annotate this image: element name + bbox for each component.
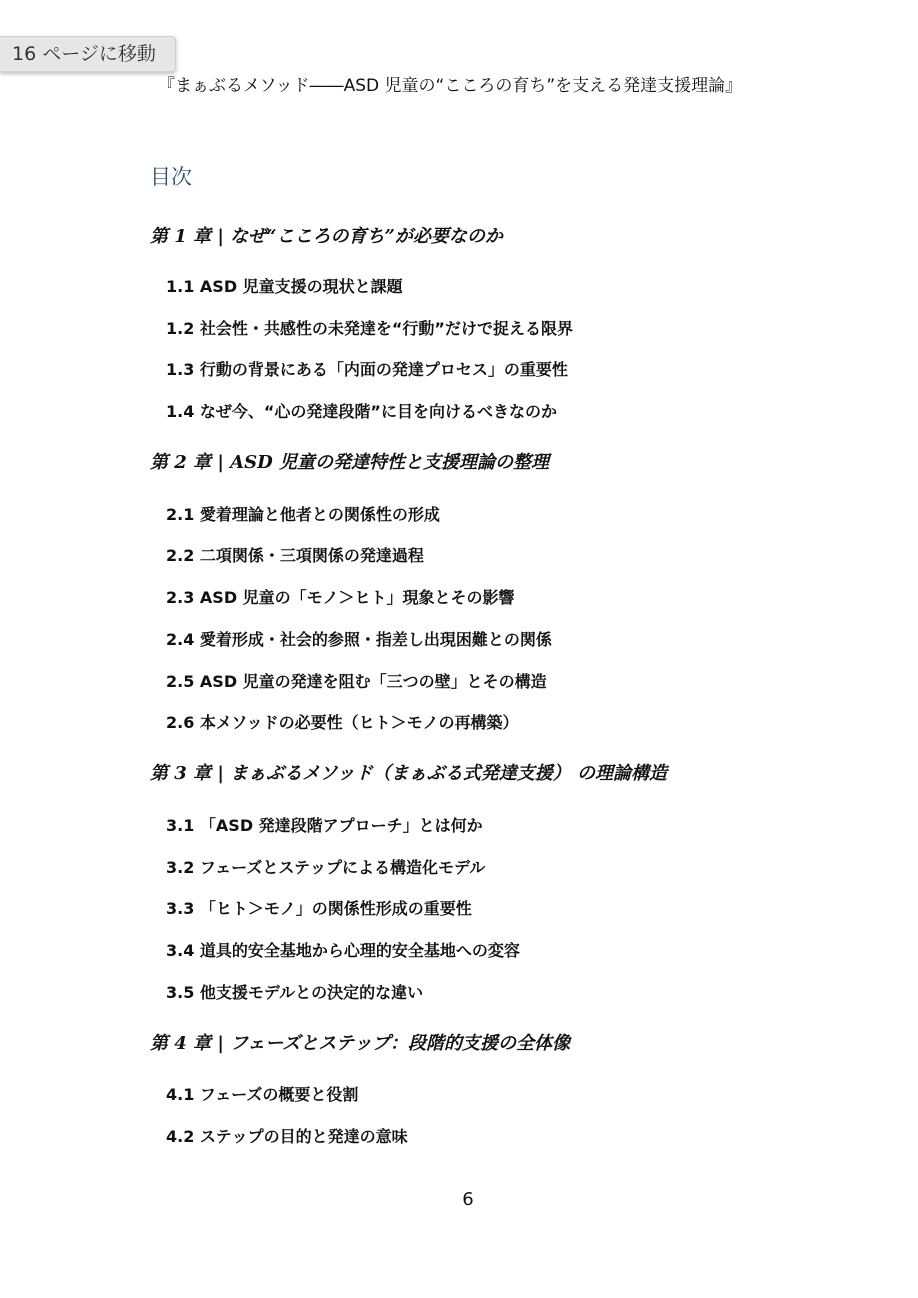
toc-heading: 目次 bbox=[150, 165, 192, 189]
toc-section-3-1[interactable]: 3.1 「ASD 発達段階アプローチ」とは何か bbox=[166, 816, 483, 835]
toc-section-3-4[interactable]: 3.4 道具的安全基地から心理的安全基地への変容 bbox=[166, 941, 520, 960]
toc-section-1-4[interactable]: 1.4 なぜ今、“心の発達段階”に目を向けるべきなのか bbox=[166, 402, 557, 421]
toc-section-2-1[interactable]: 2.1 愛着理論と他者との関係性の形成 bbox=[166, 505, 440, 524]
toc-section-2-3[interactable]: 2.3 ASD 児童の「モノ＞ヒト」現象とその影響 bbox=[166, 588, 515, 607]
toc-section-1-1[interactable]: 1.1 ASD 児童支援の現状と課題 bbox=[166, 277, 403, 296]
toc-section-2-4[interactable]: 2.4 愛着形成・社会的参照・指差し出現困難との関係 bbox=[166, 630, 552, 649]
toc-section-2-5[interactable]: 2.5 ASD 児童の発達を阻む「三つの壁」とその構造 bbox=[166, 672, 547, 691]
toc-section-3-3[interactable]: 3.3 「ヒト＞モノ」の関係性形成の重要性 bbox=[166, 899, 472, 918]
toc-section-2-6[interactable]: 2.6 本メソッドの必要性（ヒト＞モノの再構築） bbox=[166, 713, 519, 732]
go-to-page-button[interactable]: 16 ページに移動 bbox=[0, 36, 176, 72]
toc-chapter-4[interactable]: 第 4 章 | フェーズとステップ：段階的支援の全体像 bbox=[150, 1033, 570, 1054]
toc-section-3-2[interactable]: 3.2 フェーズとステップによる構造化モデル bbox=[166, 858, 486, 877]
toc-section-1-2[interactable]: 1.2 社会性・共感性の未発達を“行動”だけで捉える限界 bbox=[166, 319, 573, 338]
toc-section-1-3[interactable]: 1.3 行動の背景にある「内面の発達プロセス」の重要性 bbox=[166, 360, 568, 379]
toc-section-4-1[interactable]: 4.1 フェーズの概要と役割 bbox=[166, 1085, 359, 1104]
toc-section-3-5[interactable]: 3.5 他支援モデルとの決定的な違い bbox=[166, 983, 424, 1002]
toc-chapter-3[interactable]: 第 3 章 | まぁぶるメソッド（まぁぶる式発達支援） の理論構造 bbox=[150, 763, 667, 784]
running-header-title: 『まぁぶるメソッド――ASD 児童の“こころの育ち”を支える発達支援理論』 bbox=[158, 76, 743, 96]
toc-section-4-2[interactable]: 4.2 ステップの目的と発達の意味 bbox=[166, 1127, 408, 1146]
toc-section-2-2[interactable]: 2.2 二項関係・三項関係の発達過程 bbox=[166, 546, 424, 565]
toc-chapter-2[interactable]: 第 2 章 | ASD 児童の発達特性と支援理論の整理 bbox=[150, 452, 549, 473]
page-number: 6 bbox=[462, 1189, 474, 1210]
toc-chapter-1[interactable]: 第 1 章 | なぜ“こころの育ち”が必要なのか bbox=[150, 226, 503, 247]
